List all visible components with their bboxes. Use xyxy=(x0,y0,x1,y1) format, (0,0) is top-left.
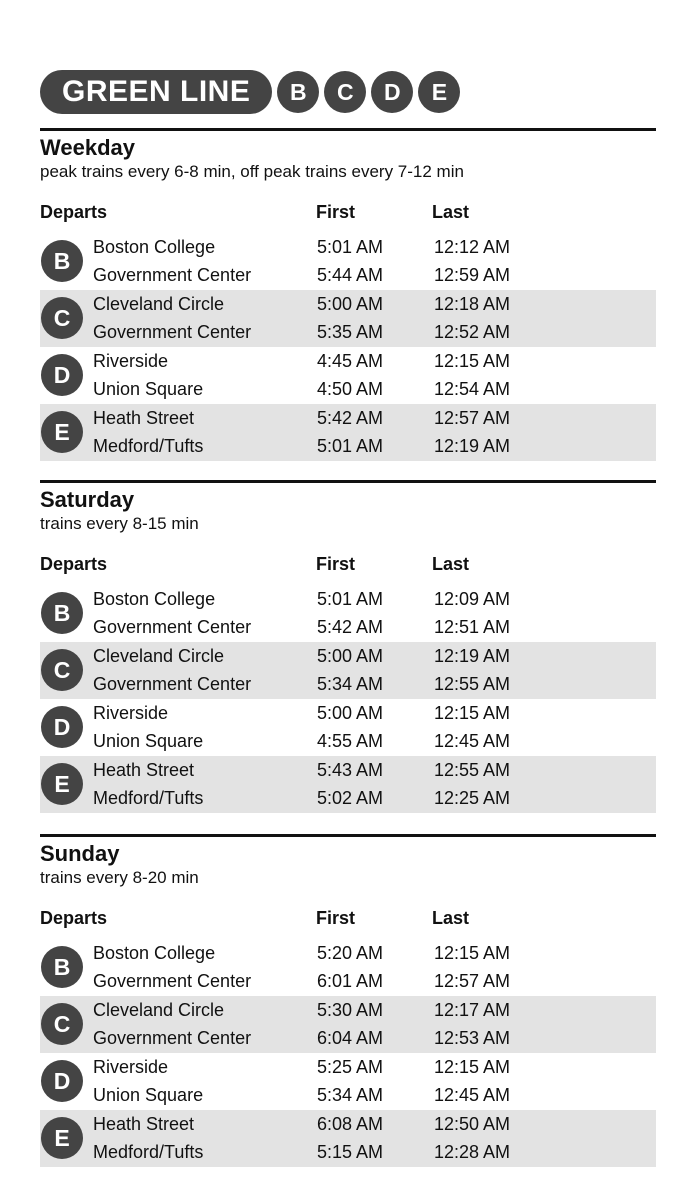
col-departs: Departs xyxy=(40,908,108,928)
last-train: 12:45 AM xyxy=(434,1085,511,1105)
last-train: 12:45 AM xyxy=(434,731,511,751)
branch-group-b xyxy=(40,233,656,290)
last-train: 12:57 AM xyxy=(434,971,511,991)
branch-group-c xyxy=(40,642,656,699)
stop-name: Heath Street xyxy=(93,1114,195,1134)
first-train: 5:00 AM xyxy=(317,294,384,314)
schedule-table xyxy=(40,585,656,813)
branch-badge-d: D xyxy=(371,71,413,113)
first-train: 4:50 AM xyxy=(317,379,384,399)
last-train: 12:52 AM xyxy=(434,322,511,342)
line-name-pill: GREEN LINE xyxy=(40,70,272,114)
stop-name: Medford/Tufts xyxy=(93,788,204,808)
branch-badge: E xyxy=(41,1117,83,1159)
schedule-saturday xyxy=(40,480,656,813)
stop-name: Medford/Tufts xyxy=(93,1142,204,1162)
last-train: 12:09 AM xyxy=(434,589,511,609)
branch-group-d xyxy=(40,699,656,756)
schedule-frequency: peak trains every 6-8 min, off peak trains every 7-12 min xyxy=(40,162,464,181)
last-train: 12:54 AM xyxy=(434,379,511,399)
first-train: 5:00 AM xyxy=(317,646,384,666)
stop-name: Riverside xyxy=(93,351,169,371)
last-train: 12:19 AM xyxy=(434,646,511,666)
last-train: 12:17 AM xyxy=(434,1000,511,1020)
first-train: 4:55 AM xyxy=(317,731,384,751)
table-row xyxy=(40,261,656,289)
last-train: 12:18 AM xyxy=(434,294,511,314)
first-train: 5:15 AM xyxy=(317,1142,384,1162)
stop-name: Riverside xyxy=(93,703,169,723)
col-departs: Departs xyxy=(40,554,108,574)
stop-name: Heath Street xyxy=(93,408,195,428)
last-train: 12:28 AM xyxy=(434,1142,511,1162)
stop-name: Medford/Tufts xyxy=(93,436,204,456)
last-train: 12:19 AM xyxy=(434,436,511,456)
schedule-sunday xyxy=(40,834,656,1167)
first-train: 6:04 AM xyxy=(317,1028,384,1048)
last-train: 12:15 AM xyxy=(434,351,511,371)
last-train: 12:15 AM xyxy=(434,1057,511,1077)
branch-badge: B xyxy=(41,592,83,634)
schedule-frequency: trains every 8-20 min xyxy=(40,868,199,887)
branch-badge-c: C xyxy=(324,71,366,113)
last-train: 12:25 AM xyxy=(434,788,511,808)
last-train: 12:15 AM xyxy=(434,703,511,723)
branch-badge-b: B xyxy=(277,71,319,113)
table-row xyxy=(40,996,656,1024)
stop-name: Boston College xyxy=(93,943,216,963)
section-divider xyxy=(40,834,656,837)
schedule-title: Saturday xyxy=(40,487,135,512)
stop-name: Cleveland Circle xyxy=(93,294,225,314)
first-train: 5:34 AM xyxy=(317,674,384,694)
schedule-frequency: trains every 8-15 min xyxy=(40,514,199,533)
branch-badge: D xyxy=(41,354,83,396)
first-train: 6:08 AM xyxy=(317,1114,384,1134)
col-first: First xyxy=(316,202,356,222)
last-train: 12:12 AM xyxy=(434,237,511,257)
first-train: 6:01 AM xyxy=(317,971,384,991)
first-train: 5:30 AM xyxy=(317,1000,384,1020)
stop-name: Union Square xyxy=(93,1085,204,1105)
first-train: 5:20 AM xyxy=(317,943,384,963)
table-row xyxy=(40,727,656,755)
first-train: 5:01 AM xyxy=(317,589,384,609)
column-headers xyxy=(40,906,656,930)
table-row xyxy=(40,756,656,784)
col-last: Last xyxy=(432,908,470,928)
table-row xyxy=(40,699,656,727)
last-train: 12:15 AM xyxy=(434,943,511,963)
branch-badge: D xyxy=(41,1060,83,1102)
stop-name: Boston College xyxy=(93,589,216,609)
stop-name: Government Center xyxy=(93,322,252,342)
column-headers xyxy=(40,200,656,224)
table-row xyxy=(40,642,656,670)
table-row xyxy=(40,585,656,613)
table-row xyxy=(40,290,656,318)
last-train: 12:57 AM xyxy=(434,408,511,428)
first-train: 4:45 AM xyxy=(317,351,384,371)
branch-group-e xyxy=(40,756,656,813)
table-row xyxy=(40,375,656,403)
branch-badge: C xyxy=(41,297,83,339)
table-row xyxy=(40,1024,656,1052)
stop-name: Government Center xyxy=(93,674,252,694)
branch-group-d xyxy=(40,347,656,404)
table-row xyxy=(40,784,656,812)
col-last: Last xyxy=(432,202,470,222)
table-row xyxy=(40,613,656,641)
stop-name: Government Center xyxy=(93,971,252,991)
last-train: 12:53 AM xyxy=(434,1028,511,1048)
first-train: 5:43 AM xyxy=(317,760,384,780)
col-first: First xyxy=(316,554,356,574)
first-train: 5:44 AM xyxy=(317,265,384,285)
branch-group-b xyxy=(40,939,656,996)
first-train: 5:42 AM xyxy=(317,408,384,428)
branch-badge: B xyxy=(41,240,83,282)
branch-group-c xyxy=(40,996,656,1053)
table-row xyxy=(40,939,656,967)
schedule-table xyxy=(40,939,656,1167)
stop-name: Government Center xyxy=(93,265,252,285)
branch-group-e xyxy=(40,404,656,461)
branch-badge: C xyxy=(41,649,83,691)
last-train: 12:59 AM xyxy=(434,265,511,285)
branch-badge: E xyxy=(41,411,83,453)
stop-name: Government Center xyxy=(93,617,252,637)
stop-name: Cleveland Circle xyxy=(93,646,225,666)
branch-group-d xyxy=(40,1053,656,1110)
table-row xyxy=(40,1081,656,1109)
table-row xyxy=(40,670,656,698)
stop-name: Government Center xyxy=(93,1028,252,1048)
branch-group-e xyxy=(40,1110,656,1167)
col-first: First xyxy=(316,908,356,928)
line-header xyxy=(40,70,460,114)
last-train: 12:55 AM xyxy=(434,674,511,694)
branch-group-c xyxy=(40,290,656,347)
table-row xyxy=(40,1110,656,1138)
last-train: 12:55 AM xyxy=(434,760,511,780)
table-row xyxy=(40,233,656,261)
table-row xyxy=(40,347,656,375)
first-train: 5:02 AM xyxy=(317,788,384,808)
branch-badge-e: E xyxy=(418,71,460,113)
col-departs: Departs xyxy=(40,202,108,222)
schedule-table xyxy=(40,233,656,461)
last-train: 12:51 AM xyxy=(434,617,511,637)
branch-badge: C xyxy=(41,1003,83,1045)
section-divider xyxy=(40,480,656,483)
first-train: 5:35 AM xyxy=(317,322,384,342)
first-train: 5:01 AM xyxy=(317,436,384,456)
stop-name: Riverside xyxy=(93,1057,169,1077)
first-train: 5:34 AM xyxy=(317,1085,384,1105)
stop-name: Boston College xyxy=(93,237,216,257)
stop-name: Cleveland Circle xyxy=(93,1000,225,1020)
last-train: 12:50 AM xyxy=(434,1114,511,1134)
col-last: Last xyxy=(432,554,470,574)
table-row xyxy=(40,1138,656,1166)
table-row xyxy=(40,318,656,346)
first-train: 5:42 AM xyxy=(317,617,384,637)
column-headers xyxy=(40,552,656,576)
branch-badge: B xyxy=(41,946,83,988)
first-train: 5:25 AM xyxy=(317,1057,384,1077)
schedule-title: Weekday xyxy=(40,135,135,160)
stop-name: Heath Street xyxy=(93,760,195,780)
table-row xyxy=(40,967,656,995)
stop-name: Union Square xyxy=(93,379,204,399)
branch-group-b xyxy=(40,585,656,642)
schedule-title: Sunday xyxy=(40,841,120,866)
table-row xyxy=(40,1053,656,1081)
first-train: 5:00 AM xyxy=(317,703,384,723)
section-divider xyxy=(40,128,656,131)
branch-badge: D xyxy=(41,706,83,748)
table-row xyxy=(40,432,656,460)
branch-badge: E xyxy=(41,763,83,805)
first-train: 5:01 AM xyxy=(317,237,384,257)
table-row xyxy=(40,404,656,432)
stop-name: Union Square xyxy=(93,731,204,751)
schedule-weekday xyxy=(40,128,656,461)
